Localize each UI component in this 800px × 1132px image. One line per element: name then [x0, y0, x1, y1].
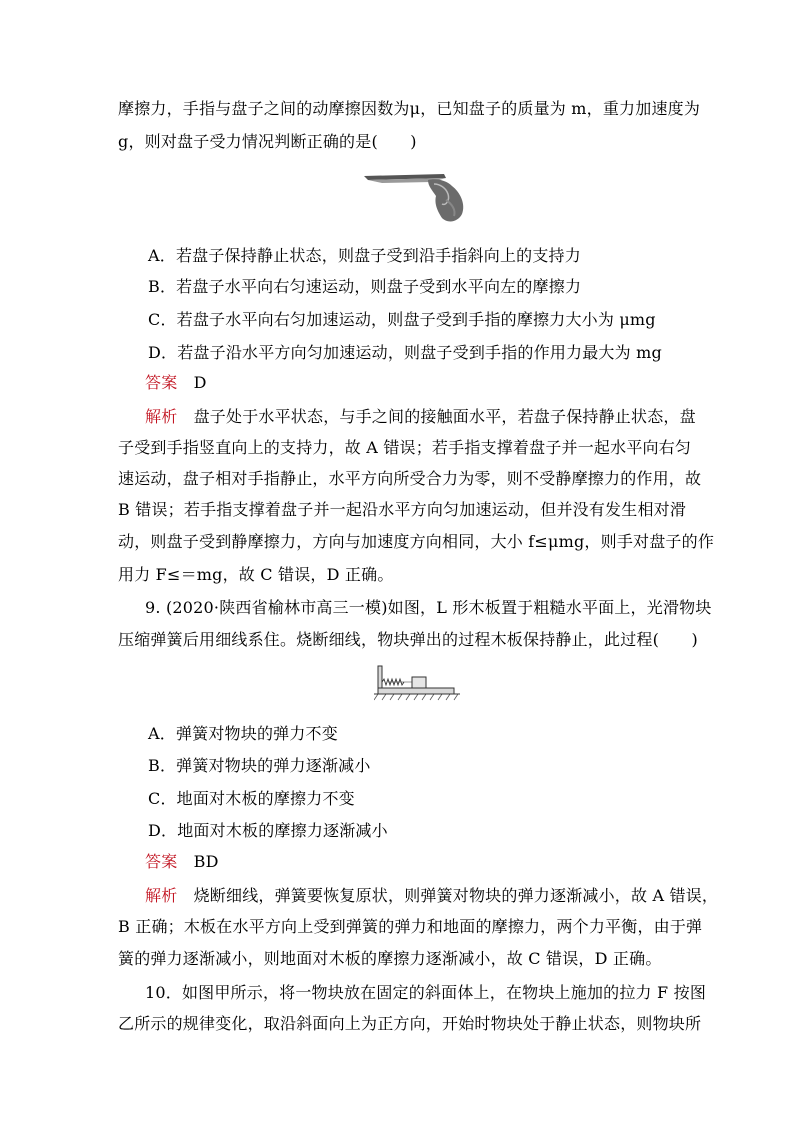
- q9-analysis-text-1: 烧断细线，弹簧要恢复原状，则弹簧对物块的弹力逐渐减小，故 A 错误，: [193, 886, 719, 905]
- q8-answer-row: [145, 371, 711, 395]
- q8-option-b: B．若盘子水平向右匀速运动，则盘子受到水平向左的摩擦力: [148, 277, 582, 296]
- q9-stem-line-1: 9. (2020·陕西省榆林市高三一模)如图，L 形木板置于粗糙水平面上，光滑物块: [145, 598, 712, 617]
- q8-answer-value: D: [193, 373, 207, 392]
- q8-analysis-line-3: 速运动，盘子相对手指静止，水平方向所受合力为零，则不受静摩擦力的作用，故: [118, 469, 702, 488]
- q9-stem-line-2: 压缩弹簧后用细线系住。烧断细线，物块弹出的过程木板保持静止，此过程( ): [118, 630, 698, 649]
- q9-answer-label: 答案: [145, 852, 178, 871]
- q8-option-d: D．若盘子沿水平方向匀加速运动，则盘子受到手指的作用力最大为 mg: [148, 343, 662, 362]
- l-board-spring-figure: [374, 660, 460, 702]
- q9-answer-value: BD: [193, 852, 219, 871]
- q8-analysis-line-6: 用力 F≤＝mg，故 C 错误，D 正确。: [118, 565, 394, 584]
- q9-analysis-line-1: [145, 884, 719, 908]
- q8-option-a: A．若盘子保持静止状态，则盘子受到沿手指斜向上的支持力: [148, 246, 581, 265]
- q8-analysis-line-5: 动，则盘子受到静摩擦力，方向与加速度方向相同，大小 f≤μmg，则手对盘子的作: [118, 532, 715, 551]
- q10-stem-line-1: 10．如图甲所示，将一物块放在固定的斜面体上，在物块上施加的拉力 F 按图: [145, 983, 707, 1002]
- q8-analysis-text-1: 盘子处于水平状态，与手之间的接触面水平，若盘子保持静止状态，盘: [193, 407, 696, 426]
- q8-analysis-line-4: B 错误；若手指支撑着盘子并一起沿水平方向匀加速运动，但并没有发生相对滑: [118, 500, 687, 519]
- plate-on-finger-figure: [362, 170, 472, 226]
- q9-analysis-label: 解析: [145, 886, 178, 905]
- q9-option-b: B．弹簧对物块的弹力逐渐减小: [148, 756, 371, 775]
- q9-option-d: D．地面对木板的摩擦力逐渐减小: [148, 821, 388, 840]
- q8-analysis-line-2: 子受到手指竖直向上的支持力，故 A 错误；若手指支撑着盘子并一起水平向右匀: [118, 438, 692, 457]
- q9-option-a: A．弹簧对物块的弹力不变: [148, 724, 338, 743]
- q9-option-c: C．地面对木板的摩擦力不变: [148, 789, 355, 808]
- q8-stem-line-1: 摩擦力，手指与盘子之间的动摩擦因数为μ，已知盘子的质量为 m，重力加速度为: [118, 99, 701, 118]
- q9-answer-row: [145, 850, 711, 874]
- q8-analysis-line-1: [145, 405, 711, 429]
- q9-analysis-line-2: B 正确；木板在水平方向上受到弹簧的弹力和地面的摩擦力，两个力平衡，由于弹: [118, 917, 703, 936]
- q8-stem-line-2: g，则对盘子受力情况判断正确的是( ): [118, 132, 417, 151]
- q8-analysis-label: 解析: [145, 407, 178, 426]
- q9-analysis-line-3: 簧的弹力逐渐减小，则地面对木板的摩擦力逐渐减小，故 C 错误，D 正确。: [118, 949, 662, 968]
- q8-option-c: C．若盘子水平向右匀加速运动，则盘子受到手指的摩擦力大小为 μmg: [148, 310, 656, 329]
- q10-stem-line-2: 乙所示的规律变化，取沿斜面向上为正方向，开始时物块处于静止状态，则物块所: [118, 1014, 702, 1033]
- q8-answer-label: 答案: [145, 373, 178, 392]
